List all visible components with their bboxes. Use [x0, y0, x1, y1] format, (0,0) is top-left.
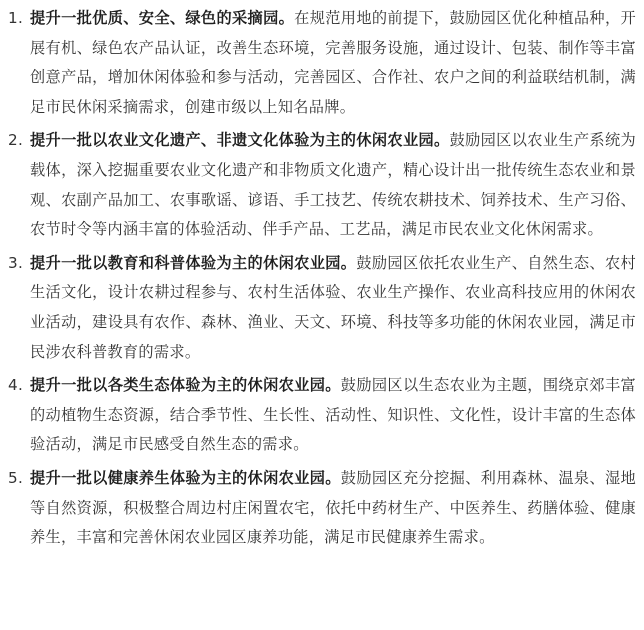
item-body: 鼓励园区充分挖掘、利用森林、温泉、湿地等自然资源，积极整合周边村庄闲置农宅，依托中药材生产、中医养生、药膳体验、健康养生，丰富和完善休闲农业园区康养功能，满足市民健康养生需求。	[30, 468, 636, 547]
item-title: 提升一批以健康养生体验为主的休闲农业园。	[30, 468, 341, 487]
item-body: 鼓励园区以生态农业为主题，围绕京郊丰富的动植物生态资源，结合季节性、生长性、活动性、知识性、文化性，设计丰富的生态体验活动，满足市民感受自然生态的需求。	[30, 376, 636, 454]
numbered-list	[8, 4, 636, 553]
list-item-3	[8, 249, 636, 367]
item-number: 1.	[8, 9, 24, 27]
list-item-4	[8, 371, 636, 460]
item-title: 提升一批以各类生态体验为主的休闲农业园。	[30, 376, 341, 395]
item-body: 鼓励园区以农业生产系统为载体，深入挖掘重要农业文化遗产和非物质文化遗产，精心设计出一批传统生态农业和景观、农副产品加工、农事歌谣、谚语、手工技艺、传统农耕技术、饲养技术、生产习俗、农节时令等内涵丰富的体验活动、伴手产品、工艺品，满足市民农业文化休闲需求。	[30, 131, 636, 239]
list-item-2	[8, 126, 636, 244]
item-title: 提升一批优质、安全、绿色的采摘园。	[30, 9, 295, 27]
item-number: 4.	[8, 376, 24, 395]
list-item-5	[8, 464, 636, 553]
item-number: 3.	[8, 253, 24, 272]
item-title: 提升一批以农业文化遗产、非遗文化体验为主的休闲农业园。	[30, 131, 450, 150]
item-title: 提升一批以教育和科普体验为主的休闲农业园。	[30, 253, 357, 272]
item-number: 5.	[8, 468, 24, 487]
list-item-1	[8, 4, 636, 122]
item-body: 在规范用地的前提下，鼓励园区优化种植品种，开展有机、绿色农产品认证，改善生态环境，完善服务设施，通过设计、包装、制作等丰富创意产品，增加休闲体验和参与活动，完善园区、合作社、农户之间的利益联结机制，满足市民休闲采摘需求，创建市级以上知名品牌。	[30, 9, 636, 116]
item-body: 鼓励园区依托农业生产、自然生态、农村生活文化，设计农耕过程参与、农村生活体验、农业生产操作、农业高科技应用的休闲农业活动，建设具有农作、森林、渔业、天文、环境、科技等多功能的休闲农业园，满足市民涉农科普教育的需求。	[30, 253, 636, 361]
item-number: 2.	[8, 131, 24, 150]
